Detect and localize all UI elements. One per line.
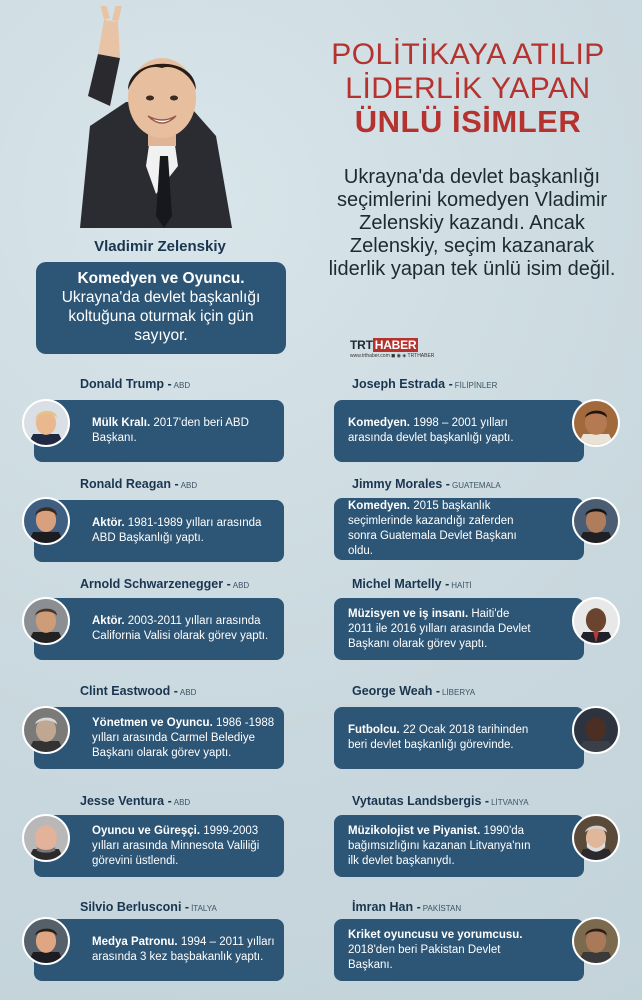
brand-url: www.trthaber.com ◼ ◉ ◈ TRTHABER [350,353,435,359]
entry-box: Futbolcu. 22 Ocak 2018 tarihinden beri devlet başkanlığı görevinde. [334,707,584,769]
entry-box: Müzisyen ve iş insanı. Haiti'de 2011 ile 2016 yılları arasında Devlet Başkanı olarak görev yaptı. [334,598,584,660]
entry-box: Aktör. 2003-2011 yılları arasında California Valisi olarak görev yaptı. [34,598,284,660]
hero-description-box [36,262,286,354]
morales-photo [572,497,620,545]
entry-name: Jesse Ventura - ABD [80,794,191,808]
trump-photo [22,399,70,447]
martelly-photo [572,597,620,645]
entry-name: Donald Trump - ABD [80,377,191,391]
hero-role: Komedyen ve Oyuncu. [77,270,245,287]
entry-box: Mülk Kralı. 2017'den beri ABD Başkanı. [34,400,284,462]
entry-box: Oyuncu ve Güreşçi. 1999-2003 yılları arasında Minnesota Valiliği görevini üstlendi. [34,815,284,877]
entry-name: Clint Eastwood - ABD [80,684,197,698]
entry-box: Komedyen. 1998 – 2001 yılları arasında devlet başkanlığı yaptı. [334,400,584,462]
estrada-photo [572,399,620,447]
title-line-3: ÜNLÜ İSİMLER [354,104,582,140]
entry-name: Joseph Estrada - FİLİPİNLER [352,377,498,391]
entry-name: George Weah - LİBERYA [352,684,476,698]
hero-name: Vladimir Zelenskiy [94,238,226,255]
trt-haber-logo [350,338,450,359]
entry-name: Silvio Berlusconi - İTALYA [80,900,217,914]
landsbergis-photo [572,814,620,862]
ventura-photo [22,814,70,862]
entry-name: Arnold Schwarzenegger - ABD [80,577,250,591]
hero-desc: Ukrayna'da devlet başkanlığı koltuğuna oturmak için gün sayıyor. [61,289,261,344]
entry-name: İmran Han - PAKİSTAN [352,900,462,914]
brand-haber: HABER [374,338,417,352]
imran-han-photo [572,917,620,965]
title-line-2: LİDERLİK YAPAN [345,71,591,105]
page-title [318,38,618,140]
intro-text: Ukrayna'da devlet başkanlığı seçimlerini komedyen Vladimir Zelenskiy kazandı. Ancak Zelenskiy, seçim kazanarak liderlik yapan tek ünlü isim değil. [328,166,616,280]
berlusconi-photo [22,917,70,965]
entry-box: Yönetmen ve Oyuncu. 1986 -1988 yılları arasında Carmel Belediye Başkanı olarak görev yaptı. [34,707,284,769]
entry-box: Müzikolojist ve Piyanist. 1990'da bağımsızlığını kazanan Litvanya'nın ilk devlet başkanıydı. [334,815,584,877]
title-line-1: POLİTİKAYA ATILIP [331,38,605,71]
zelenskiy-photo [76,6,234,228]
entry-box: Kriket oyuncusu ve yorumcusu. 2018'den beri Pakistan Devlet Başkanı. [334,919,584,981]
weah-photo [572,706,620,754]
entry-name: Michel Martelly - HAİTİ [352,577,472,591]
reagan-photo [22,497,70,545]
brand-trt: TRT [350,338,373,352]
schwarzenegger-photo [22,597,70,645]
entry-name: Vytautas Landsbergis - LİTVANYA [352,794,529,808]
entry-box: Medya Patronu. 1994 – 2011 yılları arasında 3 kez başbakanlık yaptı. [34,919,284,981]
entry-box: Komedyen. 2015 başkanlık seçimlerinde kazandığı zaferden sonra Guatemala Devlet Başkanı oldu. [334,498,584,560]
eastwood-photo [22,706,70,754]
entry-name: Jimmy Morales - GUATEMALA [352,477,501,491]
entry-box: Aktör. 1981-1989 yılları arasında ABD Başkanlığı yaptı. [34,500,284,562]
entry-name: Ronald Reagan - ABD [80,477,198,491]
